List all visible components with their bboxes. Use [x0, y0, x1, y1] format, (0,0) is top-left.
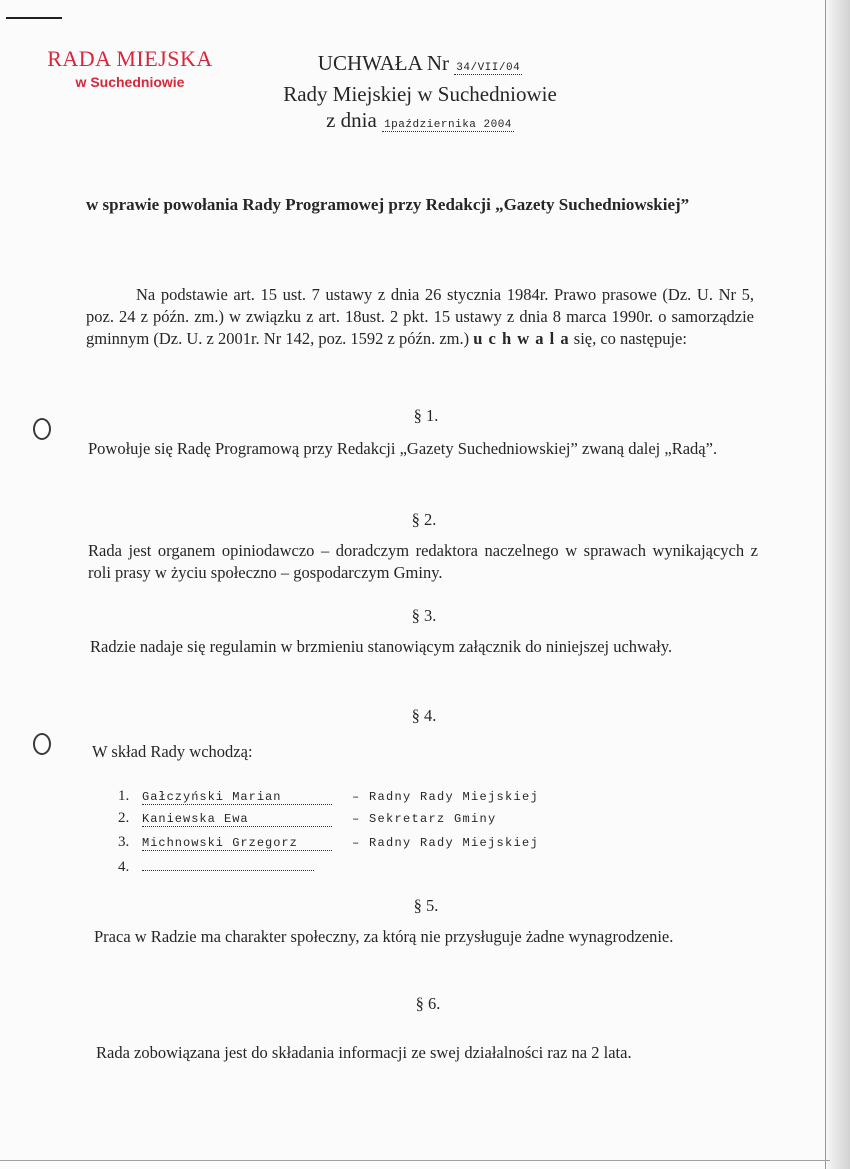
member-row-3 — [118, 834, 539, 851]
punch-hole-bottom — [33, 733, 51, 755]
punch-hole-top — [33, 418, 51, 440]
member-row-1 — [118, 788, 539, 805]
member-role: – Radny Rady Miejskiej — [352, 836, 540, 850]
preamble-resolves: u c h w a l a — [473, 329, 570, 348]
resolution-date: 1października 2004 — [384, 119, 512, 131]
resolution-header — [250, 50, 590, 138]
member-row-4 — [118, 858, 314, 876]
scan-edge-line — [825, 0, 826, 1169]
scan-bottom-line — [0, 1160, 830, 1161]
section-mark-1: § 1. — [413, 406, 439, 425]
member-number: 4. — [118, 859, 130, 875]
member-name: Kaniewska Ewa — [142, 812, 332, 827]
resolution-subject: w sprawie powołania Rady Programowej przy Redakcji „Gazety Suchedniowskiej” — [86, 195, 690, 214]
stamp-subtitle: w Suchedniowie — [75, 74, 185, 90]
member-name: Gałczyński Marian — [142, 790, 332, 805]
header-line-2: Rady Miejskiej w Suchedniowie — [283, 82, 557, 106]
preamble — [86, 284, 754, 350]
resolution-label: UCHWAŁA Nr — [317, 51, 455, 75]
section-text-1: Powołuje się Radę Programową przy Redakcji „Gazety Suchedniowskiej” zwaną dalej „Radą”. — [88, 439, 718, 458]
member-role: – Sekretarz Gminy — [352, 812, 497, 826]
header-line-1 — [250, 50, 590, 81]
member-role: – Radny Rady Miejskiej — [352, 790, 540, 804]
scan-edge-shadow — [824, 0, 850, 1169]
stamp-title: RADA MIEJSKA — [47, 46, 213, 71]
section-mark-2: § 2. — [411, 510, 437, 529]
member-number: 1. — [118, 788, 130, 804]
preamble-tail: się, co następuje: — [569, 329, 687, 348]
section-mark-3: § 3. — [411, 606, 437, 625]
council-stamp — [40, 46, 220, 90]
header-line-3 — [250, 107, 590, 138]
section-text-5: Praca w Radzie ma charakter społeczny, za którą nie przysługuje żadne wynagrodzenie. — [94, 927, 674, 946]
date-label: z dnia — [326, 108, 383, 132]
preamble-text: Na podstawie art. 15 ust. 7 ustawy z dnia 26 stycznia 1984r. Prawo prasowe (Dz. U. Nr 5, poz. 24 z późn. zm.) w związku z art. 18ust. 2 pkt. 15 ustawy z dnia 8 marca 1990r. o samorządzie gminnym (Dz. U. z 2001r. Nr 142, poz. 1592 z późn. zm.) — [86, 285, 754, 348]
section-mark-4: § 4. — [411, 706, 437, 725]
member-row-2 — [118, 810, 497, 827]
section-text-2: Rada jest organem opiniodawczo – doradczym redaktora naczelnego w sprawach wynikających z roli prasy w życiu społeczno – gospodarczym Gminy. — [88, 541, 758, 582]
resolution-number: 34/VII/04 — [456, 62, 521, 74]
member-number: 2. — [118, 810, 130, 826]
section-text-3: Radzie nadaje się regulamin w brzmieniu stanowiącym załącznik do niniejszej uchwały. — [90, 637, 673, 656]
corner-mark — [6, 17, 62, 19]
section-mark-6: § 6. — [415, 994, 441, 1013]
member-number: 3. — [118, 834, 130, 850]
member-name: Michnowski Grzegorz — [142, 836, 332, 851]
section-mark-5: § 5. — [413, 896, 439, 915]
section-text-6: Rada zobowiązana jest do składania informacji ze swej działalności raz na 2 lata. — [96, 1043, 632, 1062]
section-text-4: W skład Rady wchodzą: — [92, 742, 253, 761]
member-blank-line — [142, 858, 314, 871]
